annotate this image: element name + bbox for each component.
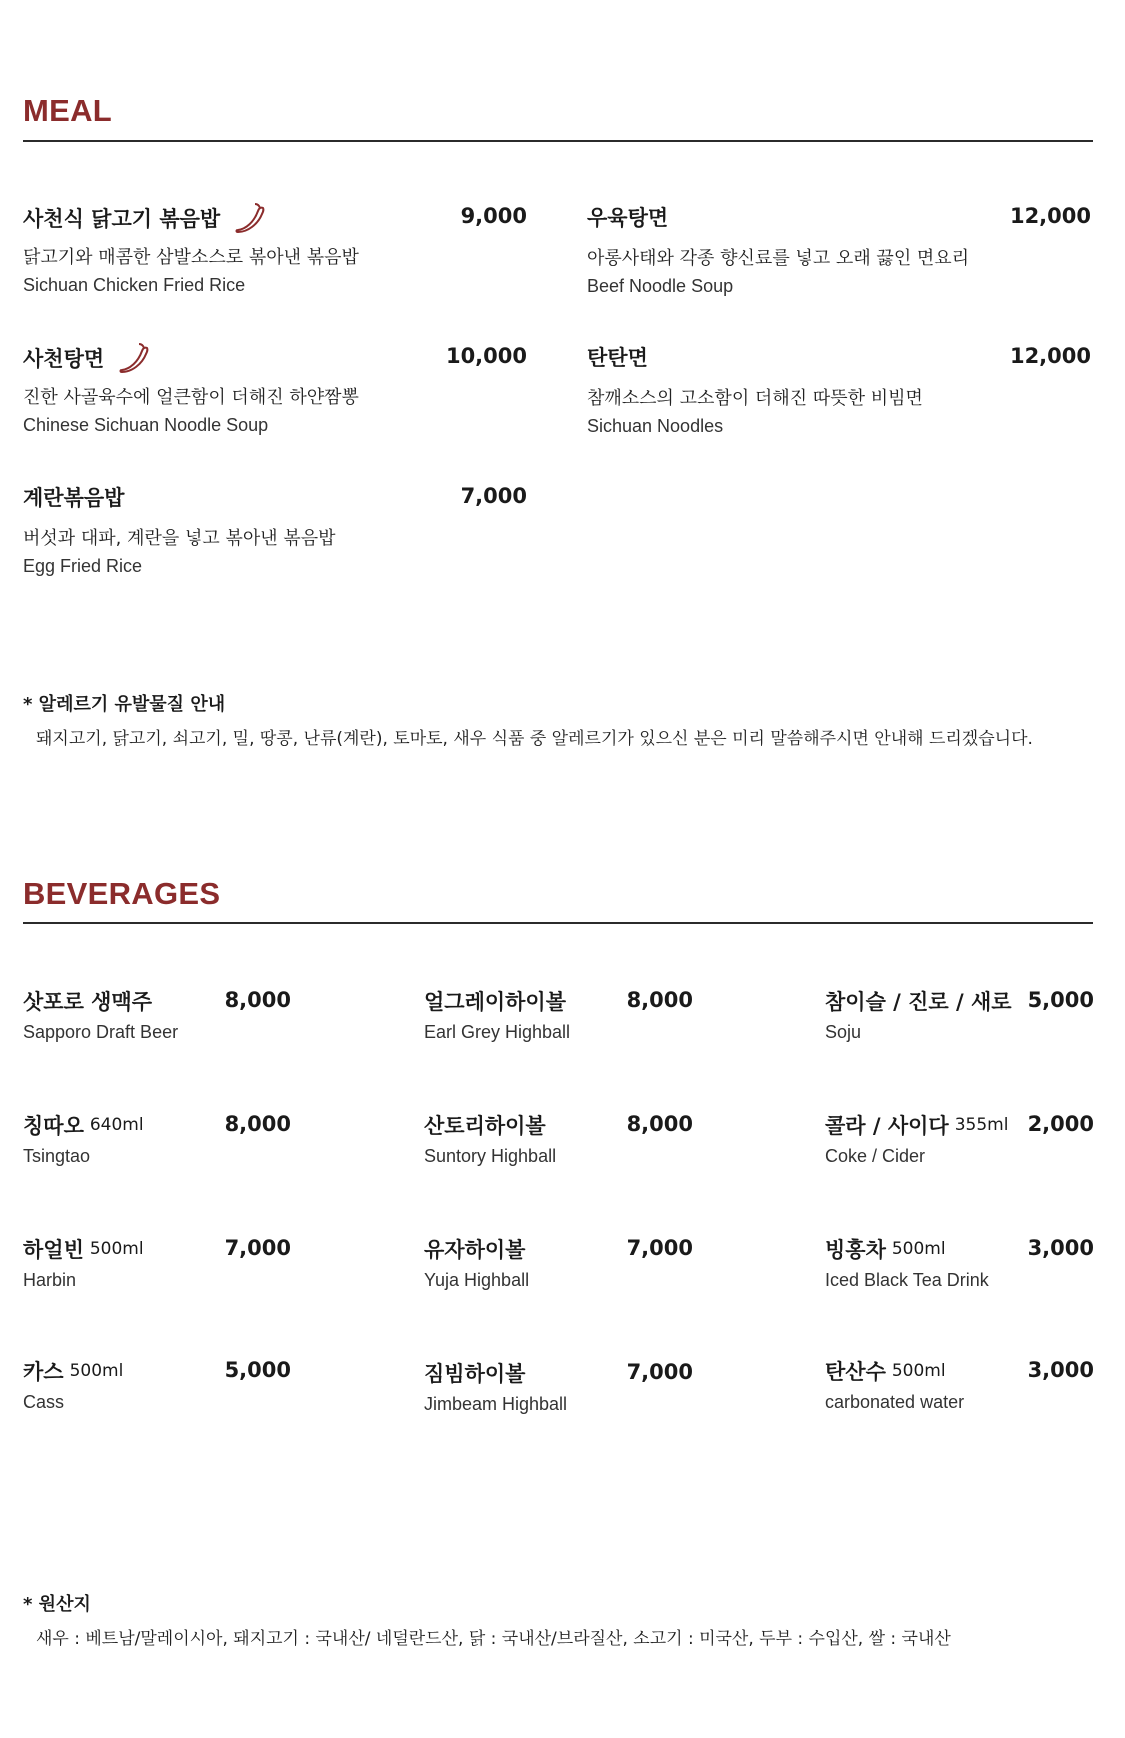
menu-item-price: 12,000 [1009, 344, 1091, 368]
beverage-name: 얼그레이하이볼 [424, 990, 567, 1014]
beverage-english-name: carbonated water [825, 1392, 965, 1412]
beverage-name: 빙홍차 500ml [825, 1238, 946, 1262]
beverage-english-name: Coke / Cider [825, 1146, 926, 1166]
beverage-item [23, 986, 178, 1043]
allergy-note-title: * 알레르기 유발물질 안내 [23, 694, 226, 715]
beverage-price: 7,000 [626, 1236, 693, 1260]
beverage-price: 2,000 [1027, 1112, 1094, 1136]
beverage-item [825, 1110, 1008, 1167]
beverage-item [825, 986, 1012, 1043]
beverage-name: 하얼빈 500ml [23, 1238, 144, 1262]
menu-item [587, 342, 923, 437]
menu-item-name: 사천식 닭고기 볶음밥 [23, 202, 359, 234]
beverage-name: 짐빔하이볼 [424, 1362, 526, 1386]
menu-item-english-name: Beef Noodle Soup [587, 276, 734, 296]
menu-item-english-name: Chinese Sichuan Noodle Soup [23, 415, 269, 435]
beverage-price: 8,000 [626, 988, 693, 1012]
menu-item-english-name: Egg Fried Rice [23, 556, 143, 576]
beverage-price: 3,000 [1027, 1236, 1094, 1260]
beverage-price: 8,000 [224, 1112, 291, 1136]
menu-item-description: 참깨소스의 고소함이 더해진 따뜻한 비빔면 [587, 388, 923, 409]
chili-pepper-icon [232, 202, 266, 234]
menu-item-description: 닭고기와 매콤한 삼발소스로 볶아낸 볶음밥 [23, 247, 359, 268]
beverage-english-name: Cass [23, 1392, 65, 1412]
beverage-name: 칭따오 640ml [23, 1114, 144, 1138]
menu-item [587, 202, 969, 297]
origin-note-title: * 원산지 [23, 1594, 91, 1615]
beverage-name: 참이슬 / 진로 / 새로 [825, 990, 1012, 1014]
beverage-english-name: Tsingtao [23, 1146, 91, 1166]
beverage-volume: 640ml [89, 1115, 144, 1135]
beverage-item [424, 1234, 529, 1291]
beverage-name: 산토리하이볼 [424, 1114, 546, 1138]
beverage-item [424, 986, 570, 1043]
menu-item-description: 버섯과 대파, 계란을 넣고 볶아낸 볶음밥 [23, 528, 336, 549]
beverage-volume: 500ml [69, 1361, 124, 1381]
beverage-name: 유자하이볼 [424, 1238, 526, 1262]
menu-item-price: 10,000 [445, 344, 527, 368]
beverage-name: 콜라 / 사이다 355ml [825, 1114, 1009, 1138]
beverage-english-name: Iced Black Tea Drink [825, 1270, 989, 1290]
beverage-english-name: Soju [825, 1022, 862, 1042]
beverage-item [23, 1110, 144, 1167]
meal-section-title: MEAL [23, 93, 113, 128]
meal-divider [23, 140, 1093, 142]
beverage-price: 7,000 [224, 1236, 291, 1260]
menu-item-name: 탄탄면 [587, 346, 648, 370]
menu-item-english-name: Sichuan Noodles [587, 416, 724, 436]
menu-item-description: 아롱사태와 각종 향신료를 넣고 오래 끓인 면요리 [587, 248, 970, 269]
beverage-english-name: Harbin [23, 1270, 77, 1290]
beverage-price: 5,000 [1027, 988, 1094, 1012]
menu-item-name: 사천탕면 [23, 342, 359, 374]
origin-note-text: 새우 : 베트남/말레이시아, 돼지고기 : 국내산/ 네덜란드산, 닭 : 국내산/브라질산, 소고기 : 미국산, 두부 : 수입산, 쌀 : 국내산 [36, 1629, 951, 1649]
menu-item-price: 9,000 [460, 204, 527, 228]
beverage-item [825, 1234, 989, 1291]
beverage-price: 8,000 [626, 1112, 693, 1136]
beverage-english-name: Sapporo Draft Beer [23, 1022, 179, 1042]
menu-item-name: 우육탕면 [587, 206, 669, 230]
beverage-price: 3,000 [1027, 1358, 1094, 1382]
menu-item-name: 계란볶음밥 [23, 486, 125, 510]
menu-item-description: 진한 사골육수에 얼큰함이 더해진 하얀짬뽕 [23, 387, 359, 408]
beverage-volume: 500ml [891, 1239, 946, 1259]
menu-item-price: 12,000 [1009, 204, 1091, 228]
beverage-name: 삿포로 생맥주 [23, 990, 153, 1014]
beverages-divider [23, 922, 1093, 924]
beverage-english-name: Jimbeam Highball [424, 1394, 568, 1414]
beverage-item [424, 1358, 567, 1415]
menu-item-price: 7,000 [460, 484, 527, 508]
beverage-volume: 500ml [891, 1361, 946, 1381]
menu-item [23, 482, 336, 577]
beverages-section-title: BEVERAGES [23, 876, 221, 911]
chili-pepper-icon [116, 342, 150, 374]
menu-item [23, 202, 359, 296]
beverage-item [825, 1356, 964, 1413]
menu-item [23, 342, 359, 436]
beverage-volume: 500ml [89, 1239, 144, 1259]
beverage-english-name: Suntory Highball [424, 1146, 557, 1166]
beverage-name: 탄산수 500ml [825, 1360, 946, 1384]
allergy-note-text: 돼지고기, 닭고기, 쇠고기, 밀, 땅콩, 난류(계란), 토마토, 새우 식품 중 알레르기가 있으신 분은 미리 말씀해주시면 안내해 드리겠습니다. [36, 729, 1033, 749]
beverage-english-name: Earl Grey Highball [424, 1022, 571, 1042]
beverage-english-name: Yuja Highball [424, 1270, 530, 1290]
beverage-item [23, 1356, 123, 1413]
beverage-volume: 355ml [954, 1115, 1009, 1135]
beverage-price: 8,000 [224, 988, 291, 1012]
beverage-item [23, 1234, 144, 1291]
beverage-name: 카스 500ml [23, 1360, 124, 1384]
beverage-item [424, 1110, 556, 1167]
beverage-price: 5,000 [224, 1358, 291, 1382]
menu-item-english-name: Sichuan Chicken Fried Rice [23, 275, 246, 295]
beverage-price: 7,000 [626, 1360, 693, 1384]
